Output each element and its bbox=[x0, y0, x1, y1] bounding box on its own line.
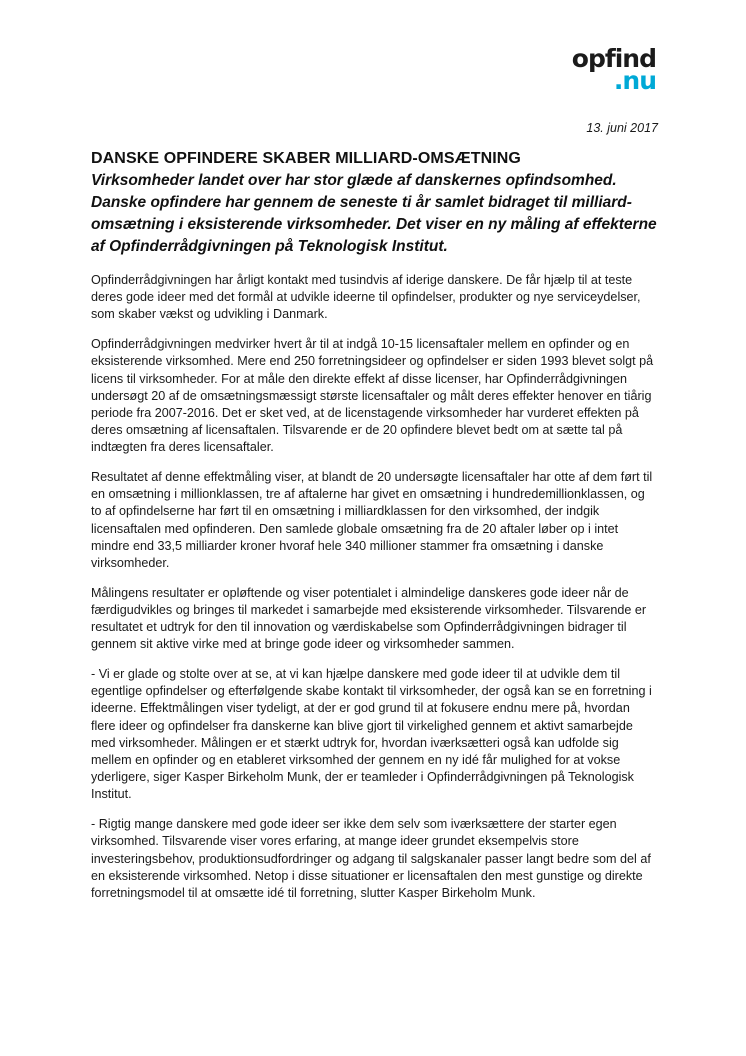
headline: DANSKE OPFINDERE SKABER MILLIARD-OMSÆTNING bbox=[91, 150, 521, 167]
subheadline: Virksomheder landet over har stor glæde af danskernes opfindsomhed. Danske opfindere har gennem de seneste ti år samlet bidraget til milliard-omsætning i eksisterende virksomheder. Det viser en ny måling af effekterne af Opfinderrådgivningen på Teknologisk Institut. bbox=[91, 172, 657, 255]
logo-text-opfind: opfind bbox=[571, 44, 656, 73]
paragraph-2: Opfinderrådgivningen medvirker hvert år til at indgå 10-15 licensaftaler mellem en opfinder og en eksisterende virksomhed. Mere end 250 forretningsideer og opfindelser er siden 1993 blevet solgt på licens til virksomheder. For at måle den direkte effekt af disse licenser, har Opfinderrådgivningen undersøgt 20 af de omsætningsmæssigt største licensaftaler og målt deres effekter henover en tiårig periode fra 2007-2016. Det er sket ved, at de licenstagende virksomheder har vurderet effekten på deres omsætning af licensaftalen. Tilsvarende er de 20 opfindere blevet bedt om at sætte tal på indtægten fra deres licensaftaler. bbox=[91, 337, 654, 455]
paragraph-5-quote: - Vi er glade og stolte over at se, at vi kan hjælpe danskere med gode ideer til at udvikle dem til egentlige opfindelser og efterfølgende skabe kontakt til virksomheder, der også kan se en forretning i ideerne. Effektmålingen viser tydeligt, at der er god grund til at fokusere endnu mere på, hvordan flere ideer og opfindelser fra danskerne kan blive gjort til virkelighed gennem et aktivt samarbejde med virksomheder. Målingen er et stærkt udtryk for, hvordan iværksætteri også kan udfolde sig mellem en opfinder og en etableret virksomhed der gennem en ny idé får mulighed for at vokse yderligere, siger Kasper Birkeholm Munk, der er teamleder i Opfinderrådgivningen på Teknologisk Institut. bbox=[91, 667, 652, 802]
paragraph-4: Målingens resultater er opløftende og viser potentialet i almindelige danskeres gode ideer når de færdigudvikles og bringes til markedet i samarbejde med eksisterende virksomheder. Tilsvarende er resultatet et udtryk for den til innovation og værdiskabelse som Opfinderrådgivningen bidrager til gennem sit aktive virke med at bringe gode ideer og virksomheder sammen. bbox=[91, 585, 647, 652]
article-body bbox=[91, 150, 657, 915]
paragraph-1: Opfinderrådgivningen har årligt kontakt med tusindvis af iderige danskere. De får hjælp til at teste deres gode ideer med det formål at udvikle ideerne til opfindelser, produkter og nye serviceydelser, som skaber vækst og udvikling i Danmark. bbox=[91, 273, 641, 322]
paragraph-3: Resultatet af denne effektmåling viser, at blandt de 20 undersøgte licensaftaler har otte af dem ført til en omsætning i millionklassen, tre af aftalerne har givet en omsætning i hundredemillionklassen, og to af opfindelserne har ført til en omsætning i milliardklassen for den virksomhed, der indgik licensaftalen med opfinderen. Den samlede globale omsætning fra de 20 aftaler løber op i intet mindre end 33,5 milliarder kroner hvoraf hele 340 millioner stammer fra omsætning i danske virksomheder. bbox=[91, 470, 653, 571]
logo-text-nu: .nu bbox=[613, 66, 656, 95]
press-release-date: 13. juni 2017 bbox=[586, 121, 658, 135]
paragraph-6-quote: - Rigtig mange danskere med gode ideer ser ikke dem selv som iværksættere der starter egen virksomhed. Tilsvarende viser vores erfaring, at mange ideer grundet eksempelvis store investeringsbehov, produktionsudfordringer og adgang til salgskanaler passer langt bedre som del af en eksisterende virksomhed. Netop i disse situationer er licensaftalen den mest gunstige og direkte forretningsmodel til at omsætte idé til forretning, slutter Kasper Birkeholm Munk. bbox=[91, 817, 651, 900]
opfind-logo bbox=[566, 46, 656, 93]
